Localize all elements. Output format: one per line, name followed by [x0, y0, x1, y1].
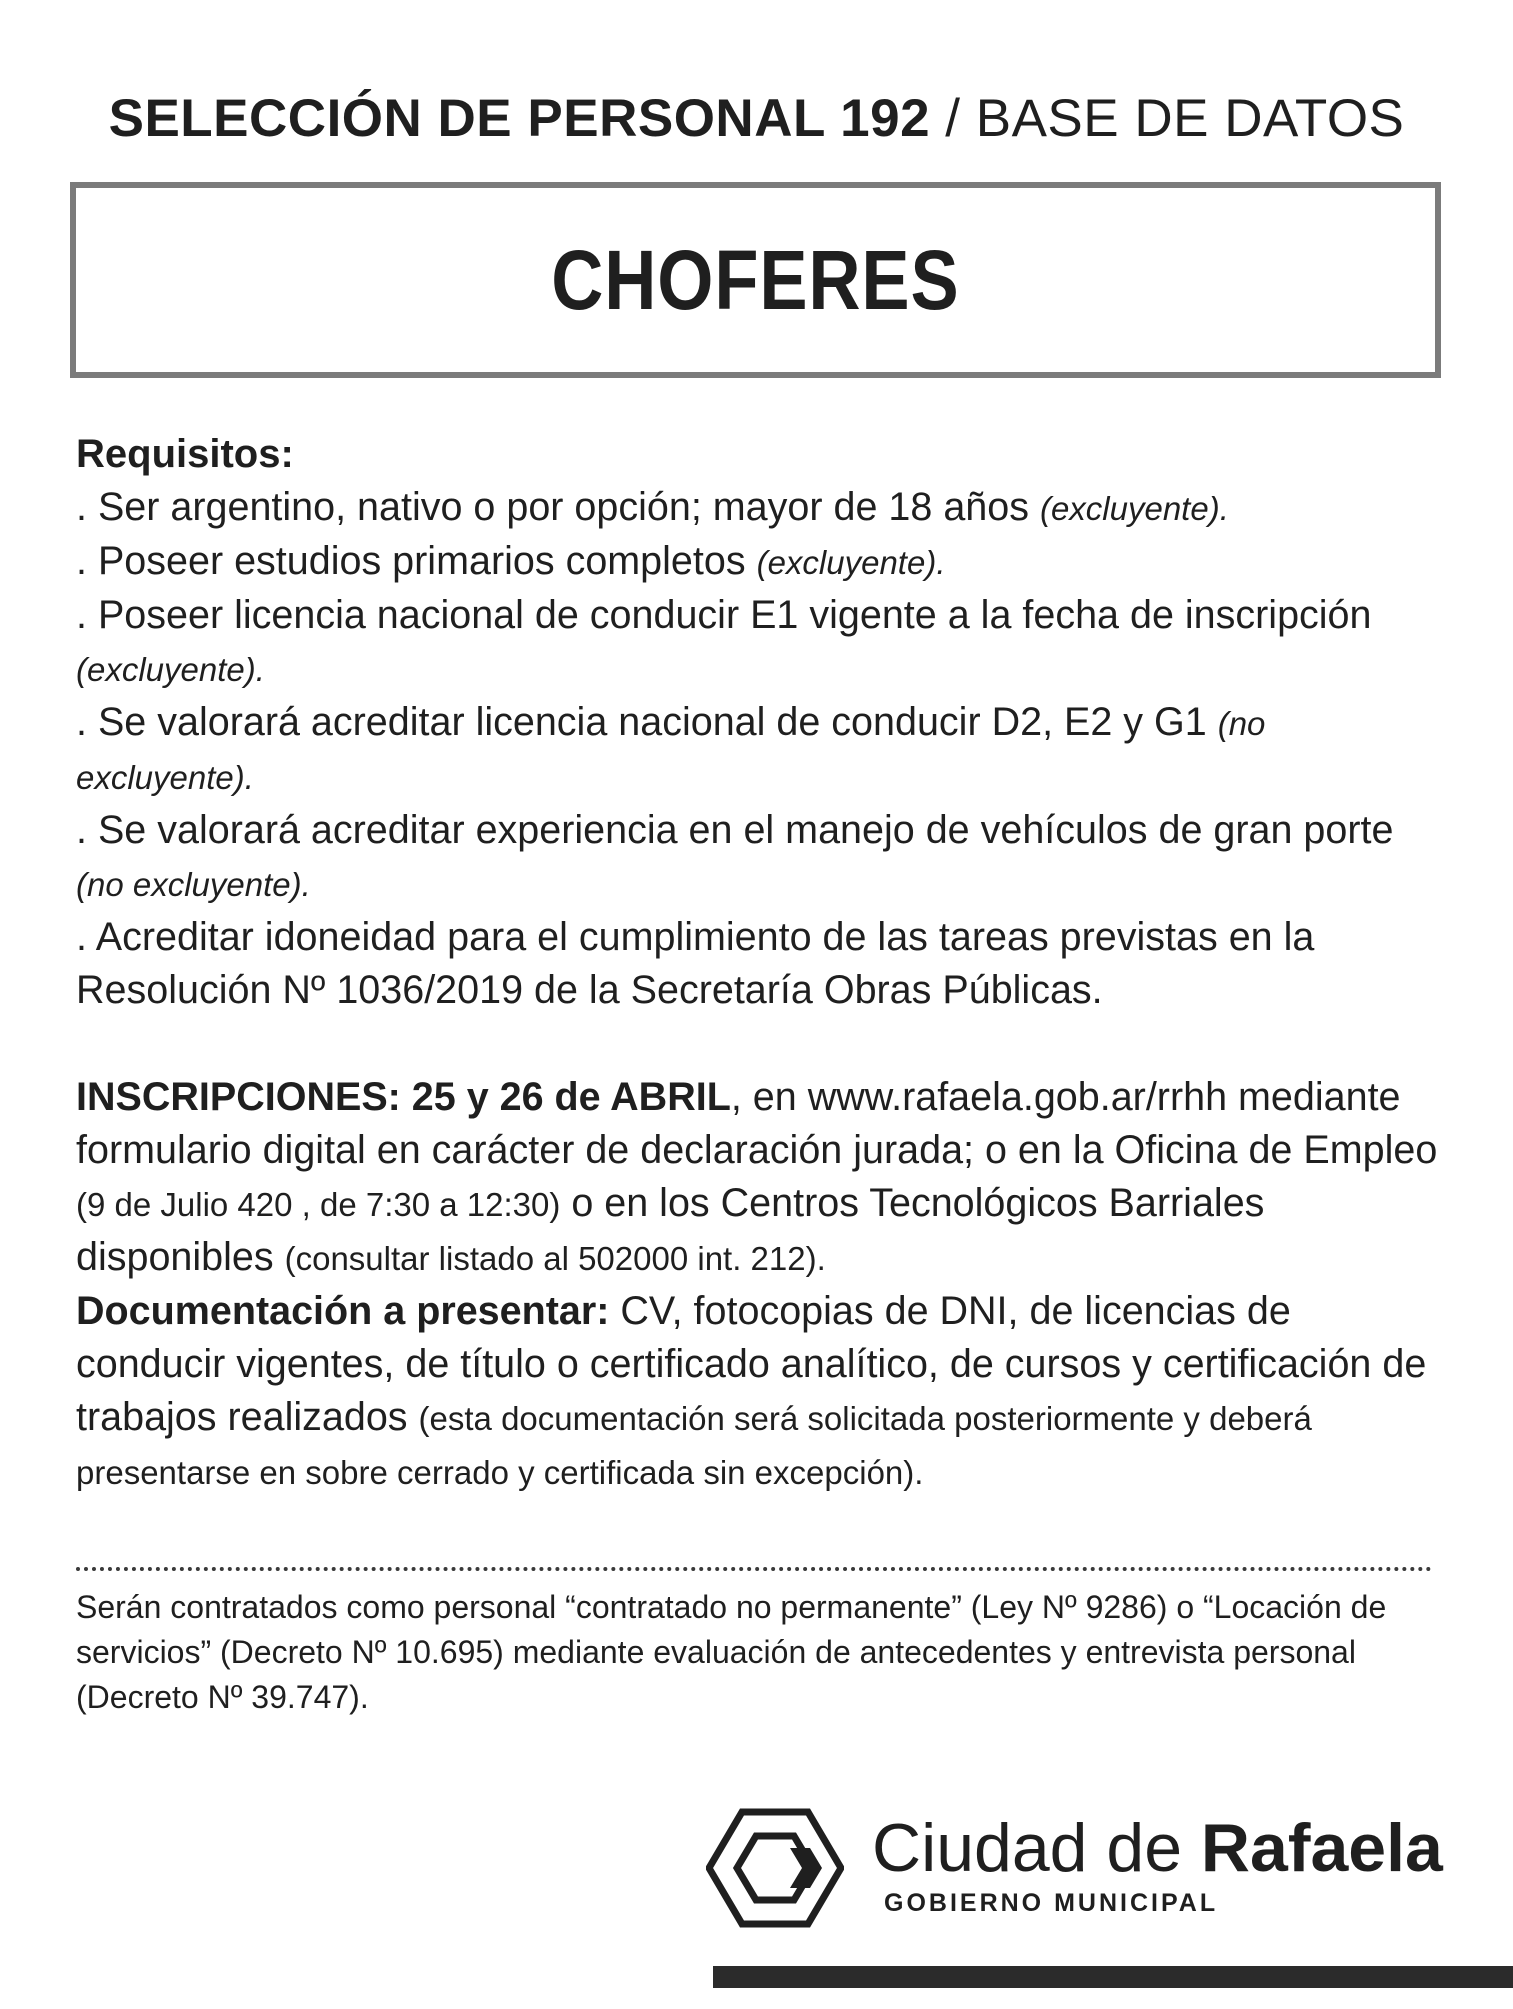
requirement-note: (no excluyente). [76, 866, 311, 903]
title-box [70, 182, 1441, 378]
requirement-item [76, 911, 1446, 1018]
requirement-item [76, 696, 1446, 804]
dotted-divider [76, 1567, 1432, 1571]
header-line [0, 88, 1513, 149]
requirement-item [76, 804, 1446, 911]
requirement-note: (excluyente). [1039, 490, 1229, 527]
logo-text [872, 1808, 1443, 1888]
requirements-heading: Requisitos: [76, 432, 294, 476]
logo-name-light: Ciudad de [872, 1810, 1201, 1886]
requirement-text: . Poseer licencia nacional de conducir E1 vigente a la fecha de inscripción [76, 593, 1372, 637]
hexagon-logo-icon [706, 1808, 844, 1928]
office-hours: (9 de Julio 420 , de 7:30 a 12:30) [76, 1186, 561, 1223]
documentation-note: (esta documentación será solicitada posteriormente y deberá presentarse en sobre cerrado y certificada sin excepción). [76, 1400, 1312, 1491]
requirement-text: . Se valorará acreditar experiencia en el manejo de vehículos de gran porte [76, 808, 1394, 852]
spacer [76, 1018, 1446, 1071]
documentation-label: Documentación a presentar: [76, 1289, 610, 1333]
main-content [76, 428, 1446, 1499]
requirement-item [76, 589, 1446, 696]
inscriptions-paragraph [76, 1071, 1446, 1285]
footer-note: Serán contratados como personal “contratado no permanente” (Ley Nº 9286) o “Locación de servicios” (Decreto Nº 10.695) mediante evaluación de antecedentes y entrevista personal (Decreto Nº 39.747). [76, 1589, 1387, 1715]
requirement-text: . Poseer estudios primarios completos [76, 539, 757, 583]
contact-info: (consultar listado al 502000 int. 212). [284, 1240, 826, 1277]
header-separator: / [930, 89, 976, 148]
requirement-text: . Acreditar idoneidad para el cumplimiento de las tareas previstas en la Resolución Nº 1036/2019 de la Secretaría Obras Públicas. [76, 915, 1315, 1012]
documentation-text: CV, fotocopias de DNI, de licencias de conducir vigentes, de título o certificado analítico, de cursos y certificación de trabajos realizados [76, 1289, 1427, 1439]
inscriptions-text: , en www.rafaela.gob.ar/rrhh mediante formulario digital en carácter de declaración jurada; o en la Oficina de Empleo [76, 1075, 1438, 1172]
requirement-note: (excluyente). [756, 544, 946, 581]
requirement-note: (excluyente). [76, 651, 265, 688]
requirement-text: . Ser argentino, nativo o por opción; mayor de 18 años [76, 485, 1040, 529]
bottom-bar [713, 1966, 1513, 1988]
logo-name-bold: Rafaela [1200, 1810, 1443, 1886]
page-title: CHOFERES [551, 232, 960, 327]
inscriptions-text-2: o en los Centros Tecnológicos Barriales disponibles [76, 1181, 1265, 1279]
requirement-item [76, 535, 1446, 589]
documentation-paragraph [76, 1285, 1446, 1499]
requirement-note: (no excluyente). [76, 705, 1266, 796]
requirement-item [76, 481, 1446, 535]
inscriptions-label: INSCRIPCIONES: 25 y 26 de ABRIL [76, 1075, 731, 1119]
header-database: BASE DE DATOS [975, 89, 1405, 148]
header-selection: SELECCIÓN DE PERSONAL 192 [108, 89, 931, 148]
requirement-text: . Se valorará acreditar licencia nacional de conducir D2, E2 y G1 [76, 700, 1218, 744]
logo-subtitle: GOBIERNO MUNICIPAL [884, 1889, 1219, 1917]
